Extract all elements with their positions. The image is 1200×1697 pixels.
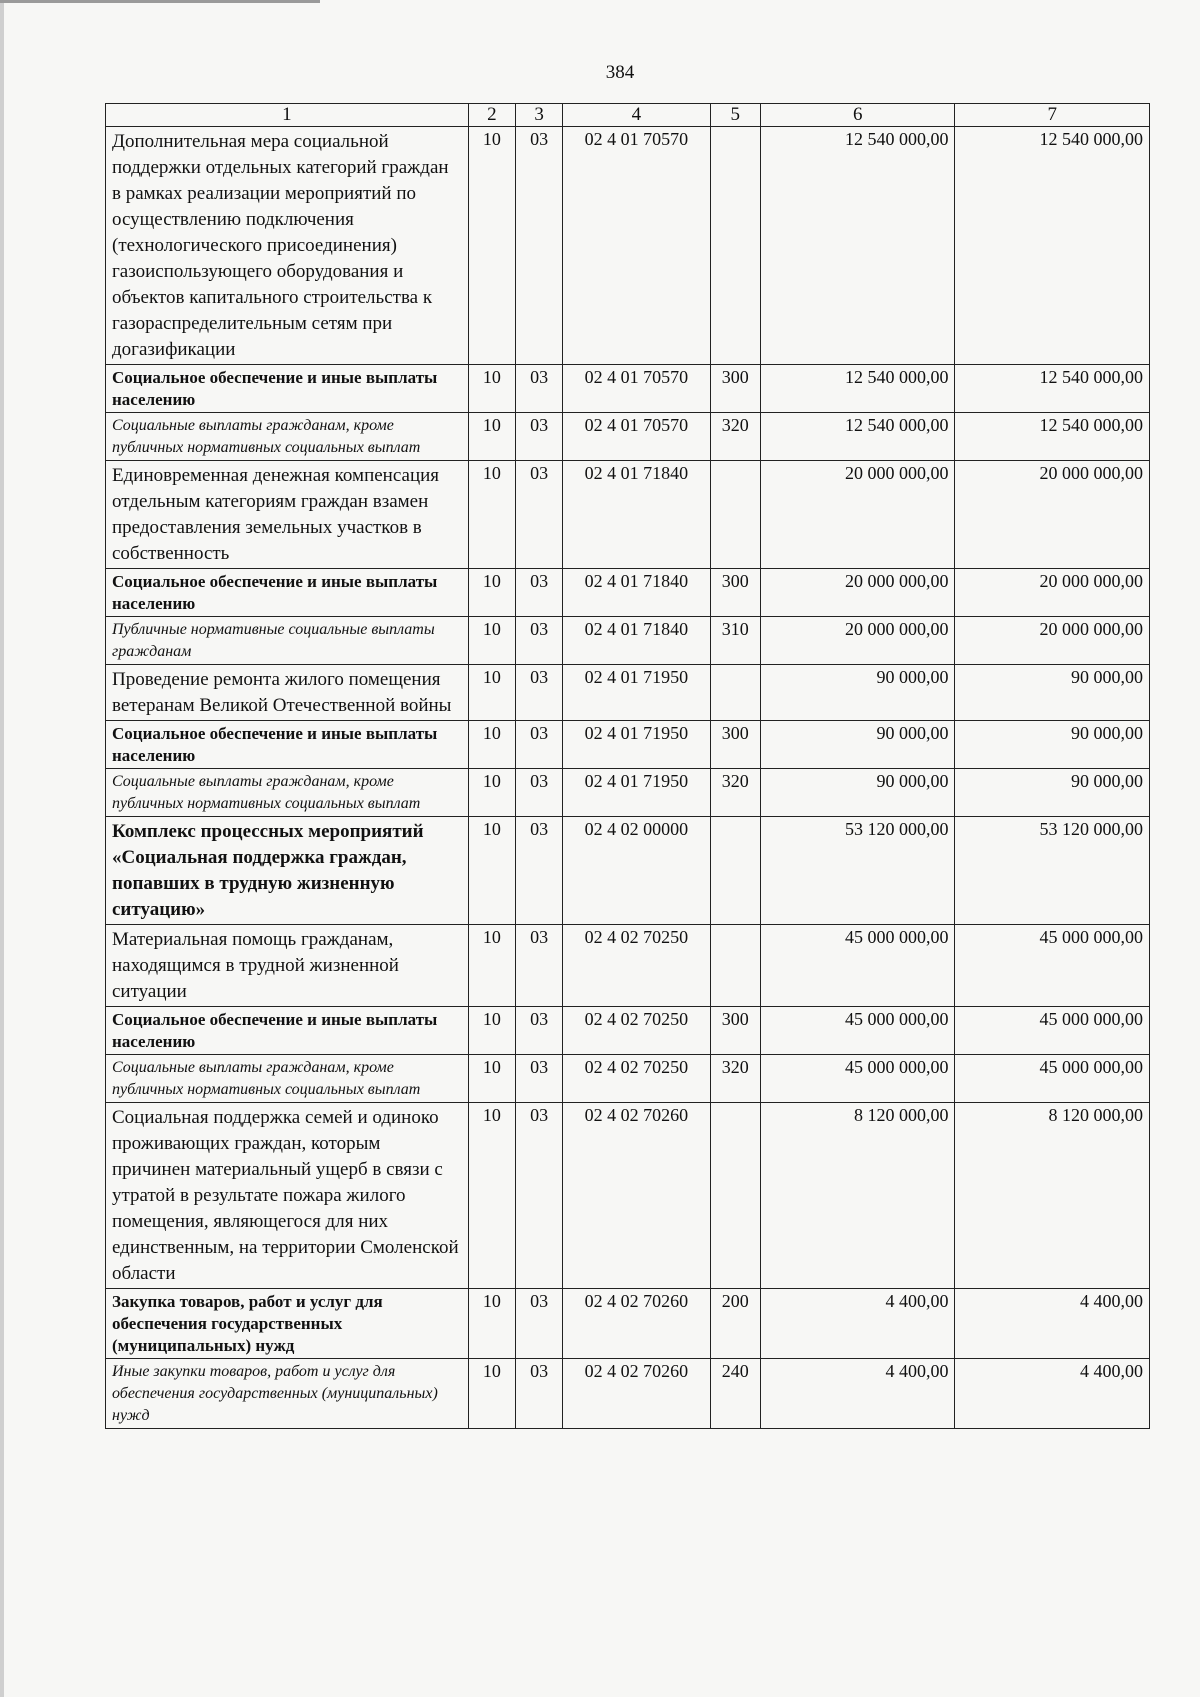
- scan-margin-line: [0, 0, 4, 1697]
- row-amount-2: 20 000 000,00: [955, 461, 1150, 569]
- row-amount-1: 12 540 000,00: [760, 365, 955, 413]
- row-subsection: 03: [516, 617, 563, 665]
- row-name: Социальная поддержка семей и одиноко проживающих граждан, которым причинен материальный ущерб в связи с утратой в результате пожара жилого помещения, являющегося для них единственным, на территории Смоленской области: [106, 1103, 469, 1289]
- row-expense-type: 320: [710, 1055, 760, 1103]
- row-expense-type: 300: [710, 365, 760, 413]
- row-section: 10: [468, 817, 515, 925]
- table-row: [106, 569, 1150, 617]
- row-name: Социальные выплаты гражданам, кроме публичных нормативных социальных выплат: [106, 413, 469, 461]
- row-subsection: 03: [516, 925, 563, 1007]
- row-name: Материальная помощь гражданам, находящимся в трудной жизненной ситуации: [106, 925, 469, 1007]
- row-target-code: 02 4 01 71950: [563, 721, 710, 769]
- header-row: [106, 104, 1150, 127]
- row-section: 10: [468, 617, 515, 665]
- table-row: [106, 925, 1150, 1007]
- row-amount-1: 45 000 000,00: [760, 1055, 955, 1103]
- row-name: Социальное обеспечение и иные выплаты населению: [106, 569, 469, 617]
- row-target-code: 02 4 02 70250: [563, 1055, 710, 1103]
- table-row: [106, 365, 1150, 413]
- row-name: Социальное обеспечение и иные выплаты населению: [106, 721, 469, 769]
- row-section: 10: [468, 1055, 515, 1103]
- row-amount-1: 45 000 000,00: [760, 925, 955, 1007]
- row-target-code: 02 4 01 71950: [563, 769, 710, 817]
- header-col-5: 5: [710, 104, 760, 127]
- row-amount-1: 12 540 000,00: [760, 127, 955, 365]
- header-col-6: 6: [760, 104, 955, 127]
- row-amount-2: 12 540 000,00: [955, 413, 1150, 461]
- row-name: Иные закупки товаров, работ и услуг для обеспечения государственных (муниципальных) нужд: [106, 1359, 469, 1429]
- table-row: [106, 721, 1150, 769]
- row-expense-type: 320: [710, 413, 760, 461]
- row-section: 10: [468, 925, 515, 1007]
- row-section: 10: [468, 721, 515, 769]
- row-amount-2: 8 120 000,00: [955, 1103, 1150, 1289]
- row-section: 10: [468, 1359, 515, 1429]
- row-expense-type: 300: [710, 569, 760, 617]
- row-subsection: 03: [516, 569, 563, 617]
- table-row: [106, 127, 1150, 365]
- row-target-code: 02 4 01 70570: [563, 365, 710, 413]
- row-section: 10: [468, 413, 515, 461]
- row-subsection: 03: [516, 1055, 563, 1103]
- row-target-code: 02 4 01 71840: [563, 617, 710, 665]
- row-subsection: 03: [516, 1359, 563, 1429]
- header-col-3: 3: [516, 104, 563, 127]
- row-amount-2: 4 400,00: [955, 1359, 1150, 1429]
- table-row: [106, 1055, 1150, 1103]
- row-expense-type: 200: [710, 1289, 760, 1359]
- row-subsection: 03: [516, 769, 563, 817]
- row-amount-2: 4 400,00: [955, 1289, 1150, 1359]
- row-subsection: 03: [516, 665, 563, 721]
- row-subsection: 03: [516, 1289, 563, 1359]
- row-name: Комплекс процессных мероприятий «Социальная поддержка граждан, попавших в трудную жизненную ситуацию»: [106, 817, 469, 925]
- row-name: Публичные нормативные социальные выплаты гражданам: [106, 617, 469, 665]
- row-amount-1: 45 000 000,00: [760, 1007, 955, 1055]
- row-target-code: 02 4 02 70260: [563, 1289, 710, 1359]
- table-row: [106, 413, 1150, 461]
- row-target-code: 02 4 02 70250: [563, 1007, 710, 1055]
- row-amount-1: 90 000,00: [760, 721, 955, 769]
- row-amount-1: 4 400,00: [760, 1359, 955, 1429]
- budget-table: [105, 103, 1150, 1429]
- row-section: 10: [468, 769, 515, 817]
- table-row: [106, 769, 1150, 817]
- row-expense-type: [710, 817, 760, 925]
- row-target-code: 02 4 01 71950: [563, 665, 710, 721]
- row-name: Закупка товаров, работ и услуг для обеспечения государственных (муниципальных) нужд: [106, 1289, 469, 1359]
- row-subsection: 03: [516, 1103, 563, 1289]
- row-name: Социальные выплаты гражданам, кроме публичных нормативных социальных выплат: [106, 769, 469, 817]
- row-amount-2: 12 540 000,00: [955, 127, 1150, 365]
- header-col-2: 2: [468, 104, 515, 127]
- row-target-code: 02 4 02 70260: [563, 1359, 710, 1429]
- row-expense-type: 300: [710, 1007, 760, 1055]
- row-amount-1: 20 000 000,00: [760, 461, 955, 569]
- row-amount-1: 8 120 000,00: [760, 1103, 955, 1289]
- row-target-code: 02 4 01 71840: [563, 461, 710, 569]
- table-row: [106, 617, 1150, 665]
- row-target-code: 02 4 02 70250: [563, 925, 710, 1007]
- row-target-code: 02 4 01 70570: [563, 127, 710, 365]
- row-name: Единовременная денежная компенсация отдельным категориям граждан взамен предоставления земельных участков в собственность: [106, 461, 469, 569]
- row-amount-1: 12 540 000,00: [760, 413, 955, 461]
- row-subsection: 03: [516, 461, 563, 569]
- row-expense-type: [710, 127, 760, 365]
- row-amount-2: 20 000 000,00: [955, 617, 1150, 665]
- row-expense-type: 300: [710, 721, 760, 769]
- row-amount-1: 90 000,00: [760, 665, 955, 721]
- row-expense-type: [710, 925, 760, 1007]
- table-row: [106, 665, 1150, 721]
- row-amount-2: 45 000 000,00: [955, 1007, 1150, 1055]
- row-name: Социальное обеспечение и иные выплаты населению: [106, 365, 469, 413]
- row-name: Социальные выплаты гражданам, кроме публичных нормативных социальных выплат: [106, 1055, 469, 1103]
- row-section: 10: [468, 461, 515, 569]
- row-expense-type: 310: [710, 617, 760, 665]
- row-amount-2: 90 000,00: [955, 721, 1150, 769]
- row-amount-2: 90 000,00: [955, 769, 1150, 817]
- row-expense-type: [710, 665, 760, 721]
- row-subsection: 03: [516, 721, 563, 769]
- row-amount-1: 20 000 000,00: [760, 569, 955, 617]
- row-amount-2: 53 120 000,00: [955, 817, 1150, 925]
- row-subsection: 03: [516, 127, 563, 365]
- scan-top-edge: [0, 0, 320, 3]
- table-row: [106, 1289, 1150, 1359]
- row-section: 10: [468, 1289, 515, 1359]
- row-amount-2: 90 000,00: [955, 665, 1150, 721]
- row-subsection: 03: [516, 413, 563, 461]
- row-amount-1: 4 400,00: [760, 1289, 955, 1359]
- table-row: [106, 461, 1150, 569]
- row-subsection: 03: [516, 1007, 563, 1055]
- header-col-7: 7: [955, 104, 1150, 127]
- row-expense-type: [710, 461, 760, 569]
- row-target-code: 02 4 02 00000: [563, 817, 710, 925]
- row-expense-type: 320: [710, 769, 760, 817]
- row-section: 10: [468, 127, 515, 365]
- row-expense-type: [710, 1103, 760, 1289]
- row-amount-2: 20 000 000,00: [955, 569, 1150, 617]
- row-name: Дополнительная мера социальной поддержки отдельных категорий граждан в рамках реализации мероприятий по осуществлению подключения (технологического присоединения) газоиспользующего оборудования и объектов капитального строительства к газораспределительным сетям при догазификации: [106, 127, 469, 365]
- row-target-code: 02 4 01 71840: [563, 569, 710, 617]
- row-subsection: 03: [516, 817, 563, 925]
- row-name: Социальное обеспечение и иные выплаты населению: [106, 1007, 469, 1055]
- row-target-code: 02 4 01 70570: [563, 413, 710, 461]
- row-section: 10: [468, 569, 515, 617]
- table-body: [106, 127, 1150, 1429]
- row-amount-1: 90 000,00: [760, 769, 955, 817]
- table-row: [106, 817, 1150, 925]
- table-row: [106, 1359, 1150, 1429]
- row-amount-2: 12 540 000,00: [955, 365, 1150, 413]
- page-number: 384: [605, 62, 635, 83]
- header-col-4: 4: [563, 104, 710, 127]
- row-amount-2: 45 000 000,00: [955, 925, 1150, 1007]
- row-section: 10: [468, 665, 515, 721]
- table-row: [106, 1103, 1150, 1289]
- row-amount-1: 20 000 000,00: [760, 617, 955, 665]
- row-expense-type: 240: [710, 1359, 760, 1429]
- table-row: [106, 1007, 1150, 1055]
- row-section: 10: [468, 1007, 515, 1055]
- header-col-1: 1: [106, 104, 469, 127]
- row-section: 10: [468, 365, 515, 413]
- row-amount-2: 45 000 000,00: [955, 1055, 1150, 1103]
- row-amount-1: 53 120 000,00: [760, 817, 955, 925]
- row-subsection: 03: [516, 365, 563, 413]
- row-section: 10: [468, 1103, 515, 1289]
- row-name: Проведение ремонта жилого помещения ветеранам Великой Отечественной войны: [106, 665, 469, 721]
- row-target-code: 02 4 02 70260: [563, 1103, 710, 1289]
